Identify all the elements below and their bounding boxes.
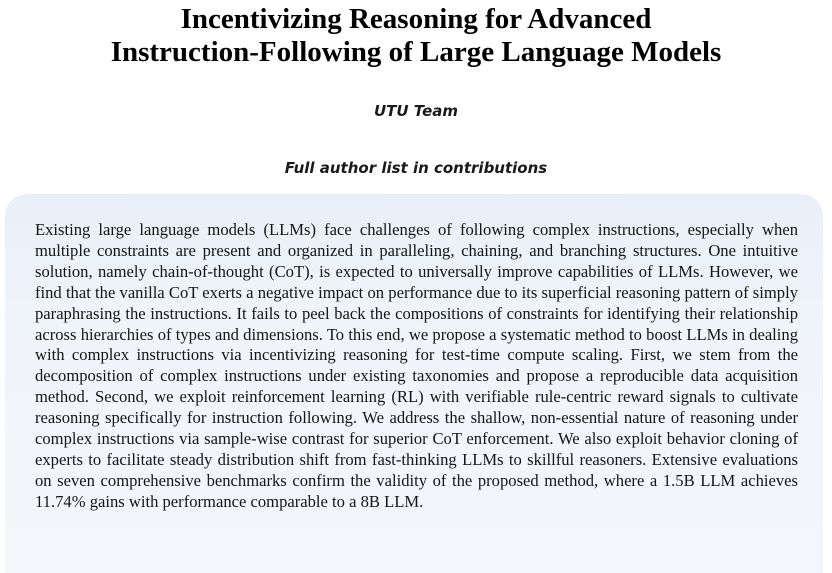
- author-list-note: Full author list in contributions: [284, 159, 548, 177]
- abstract-panel: [5, 194, 823, 573]
- paper-title-line-1: Incentivizing Reasoning for Advanced: [180, 3, 652, 35]
- abstract-text: Existing large language models (LLMs) face challenges of following complex instructions, especially when multiple constraints are present and organized in paralleling, chaining, and branching structures. One intuitive solution, namely chain-of-thought (CoT), is expected to universally improve capabilities of LLMs. However, we find that the vanilla CoT exerts a negative impact on performance due to its superficial reasoning pattern of simply paraphrasing the instructions. It fails to peel back the compositions of constraints for identifying their relationship across hierarchies of types and dimensions. To this end, we propose a systematic method to boost LLMs in dealing with complex instructions via incentivizing reasoning for test-time compute scaling. First, we stem from the decomposition of complex instructions under existing taxonomies and propose a reproducible data acquisition method. Second, we exploit reinforcement learning (RL) with verifiable rule-centric reward signals to cultivate reasoning specifically for instruction following. We address the shallow, non-essential nature of reasoning under complex instructions via sample-wise contrast for superior CoT enforcement. We also exploit behavior cloning of experts to facilitate steady distribution shift from fast-thinking LLMs to skillful reasoners. Extensive evaluations on seven comprehensive benchmarks confirm the validity of the proposed method, where a 1.5B LLM achieves 11.74% gains with performance comparable to a 8B LLM.: [35, 220, 798, 511]
- paper-title: [0, 3, 832, 69]
- author-team: UTU Team: [373, 102, 459, 120]
- paper-title-line-2: Instruction-Following of Large Language Models: [110, 36, 722, 68]
